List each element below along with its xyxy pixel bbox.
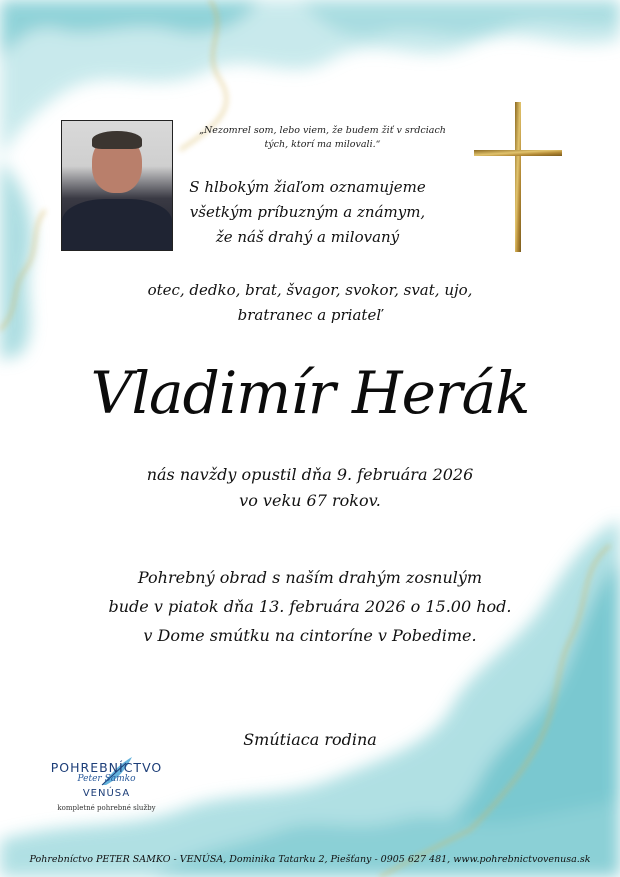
logo-brand: VENÚSA bbox=[82, 788, 131, 799]
logo-signature: Peter Samko bbox=[77, 774, 136, 784]
quote-line-1: „Nezomrel som, lebo viem, že budem žiť v srdciach bbox=[199, 125, 446, 136]
logo-tagline: kompletné pohrebné služby bbox=[57, 804, 156, 812]
relations-line-1: otec, dedko, brat, švagor, svokor, svat, ujo, bbox=[147, 281, 473, 299]
funeral-line-2: bude v piatok dňa 13. februára 2026 o 15.00 hod. bbox=[108, 597, 512, 616]
photo-hair bbox=[92, 131, 142, 149]
deceased-name: Vladimír Herák bbox=[90, 359, 530, 427]
death-line-1: nás navždy opustil dňa 9. februára 2026 bbox=[146, 465, 474, 484]
deceased-photo bbox=[61, 120, 173, 251]
death-line-2: vo veku 67 rokov. bbox=[239, 491, 381, 510]
intro-line-1: S hlbokým žiaľom oznamujeme bbox=[189, 178, 426, 196]
funeral-line-1: Pohrebný obrad s naším drahým zosnulým bbox=[137, 568, 483, 587]
mourning-family: Smútiaca rodina bbox=[243, 730, 377, 749]
gold-cross-icon bbox=[474, 102, 562, 252]
funeral-home-logo bbox=[44, 755, 169, 827]
funeral-line-3: v Dome smútku na cintoríne v Pobedime. bbox=[143, 626, 477, 645]
memorial-quote bbox=[180, 124, 465, 152]
relations-list bbox=[140, 278, 480, 328]
intro-line-2: všetkým príbuzným a známym, bbox=[189, 203, 426, 221]
death-info bbox=[110, 462, 510, 514]
footer-contact: Pohrebníctvo PETER SAMKO - VENÚSA, Dominika Tatarku 2, Piešťany - 0905 627 481, www.pohrebnictvovenusa.sk bbox=[29, 854, 591, 865]
announcement-intro bbox=[175, 175, 440, 250]
intro-line-3: že náš drahý a milovaný bbox=[215, 228, 400, 246]
funeral-info bbox=[80, 563, 540, 650]
logo-title: POHREBNÍCTVO bbox=[50, 760, 163, 775]
photo-shirt bbox=[62, 199, 172, 251]
relations-line-2: bratranec a priateľ bbox=[237, 306, 383, 324]
quote-line-2: tých, ktorí ma milovali.“ bbox=[264, 139, 381, 150]
